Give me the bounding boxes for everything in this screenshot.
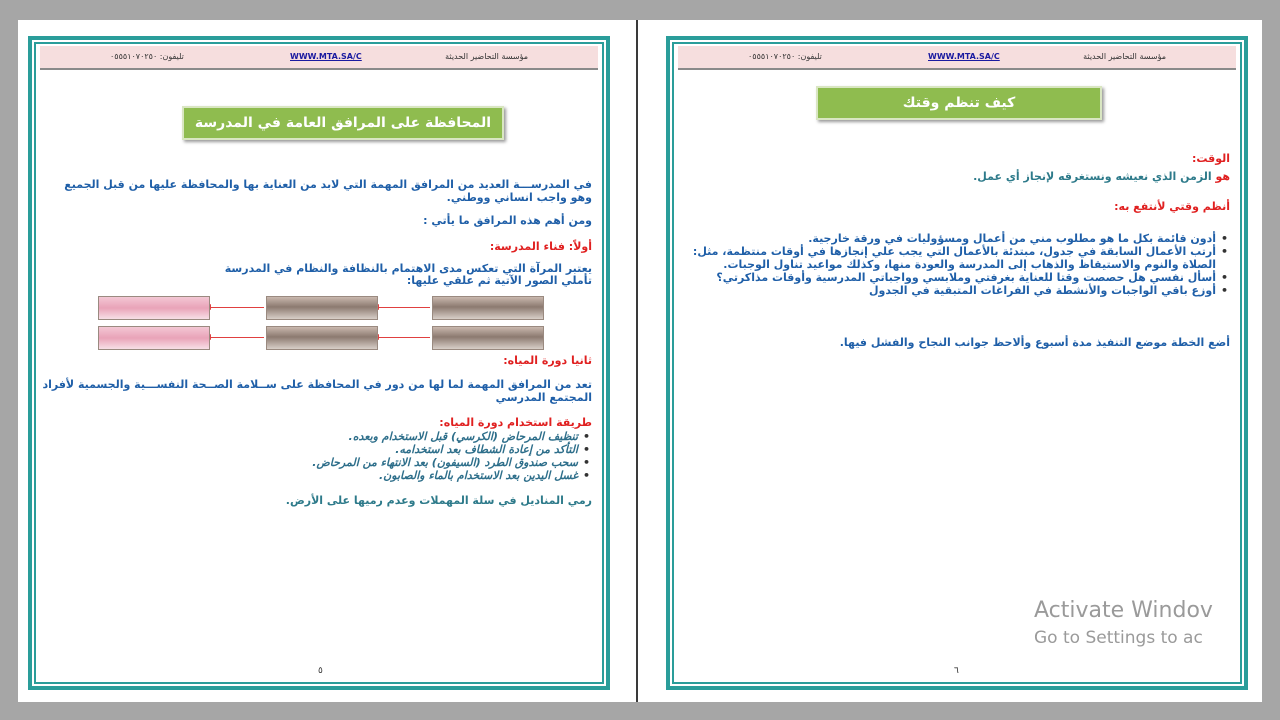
header-phone: تليفون: ٠٥٥٥١٠٧٠٢٥٠ [110,52,184,61]
time-definition-text: الزمن الذي نعيشه ونستغرقه لإنجاز أي عمل. [973,170,1212,183]
organize-item: • أوزع باقي الواجبات والأنشطة في الفراغات المتبقية في الجدول [680,284,1216,297]
organize-item: • أرتب الأعمال السابقة في جدول، مبتدئة بالأعمال التي يجب علي إنجازها في أوقات منتظمة، مثل: الصلاة والنوم والاستيقاظ والذهاب إلى المدرسة والعودة منها، وكذلك مواعيد تناول الوجبات. [680,245,1216,271]
courtyard-photo-6 [98,326,210,350]
page-header [678,46,1236,70]
courtyard-photo-4 [432,326,544,350]
header-org: مؤسسة التحاضير الحديثة [1083,52,1166,61]
method-heading: طريقة استخدام دورة المياه: [439,416,592,429]
time-heading: الوقت: [1191,152,1230,165]
page-divider [636,20,638,702]
organize-heading: أنظم وقتي لأنتفع به: [1114,200,1230,213]
arrow-4 [210,337,264,338]
intro-paragraph: في المدرســـة العديد من المرافق المهمة التي لابد من العناية بها والمحافظة عليها من قبل الجميع وهو واجب انساني ووطني. [64,178,592,204]
important-facilities: ومن أهم هذه المرافق ما يأتي : [423,214,592,227]
time-definition-lead: هو [1215,170,1230,183]
arrow-1 [378,307,430,308]
time-definition [680,170,1230,183]
arrow-3 [378,337,430,338]
method-list [182,430,592,482]
organize-item: • أسأل نفسي هل حصصت وقتا للعناية بغرفتي وملابسي وواجباتي المدرسية وأوقات مذاكرتي؟ [680,271,1216,284]
method-item: • التأكد من إعادة الشطاف بعد استخدامه. [182,443,578,456]
closing-text: رمي المناديل في سلة المهملات وعدم رميها على الأرض. [285,494,592,507]
header-site-link[interactable]: WWW.MTA.SA/C [290,52,362,61]
page-header [40,46,598,70]
page-title: المحافظة على المرافق العامة في المدرسة [182,106,504,140]
courtyard-photo-2 [266,296,378,320]
courtyard-instruction: تأملي الصور الآتية ثم علقي عليها: [406,274,592,287]
header-phone: تليفون: ٠٥٥٥١٠٧٠٢٥٠ [748,52,822,61]
courtyard-text: يعتبر المرآة التي تعكس مدى الاهتمام بالنظافة والنظام في المدرسة [224,262,592,275]
section-restroom-heading: ثانيا دورة المياه: [503,354,592,367]
activation-watermark-subtitle: Go to Settings to ac [1034,628,1203,648]
method-item: • غسل اليدين بعد الاستخدام بالماء والصابون. [182,469,578,482]
arrow-2 [210,307,264,308]
courtyard-photo-3 [98,296,210,320]
header-org: مؤسسة التحاضير الحديثة [445,52,528,61]
restroom-text: تعد من المرافق المهمة لما لها من دور في المحافظة على ســلامة الصــحة النفســـية والجسمية لأفراد المجتمع المدرسي [42,378,592,404]
page-number: ٦ [954,666,959,676]
organize-item: • أدون قائمة بكل ما هو مطلوب مني من أعمال ومسؤوليات في ورقة خارجية. [680,232,1216,245]
right-page [666,36,1248,690]
activation-watermark-title: Activate Windov [1034,598,1213,623]
section-courtyard-heading: أولاً: فناء المدرسة: [489,240,592,253]
closing-text: أضع الخطة موضع التنفيذ مدة أسبوع وألاحظ جوانب النجاح والفشل فيها. [839,336,1230,349]
courtyard-photo-5 [266,326,378,350]
page-title: كيف تنظم وقتك [816,86,1102,120]
left-page [28,36,610,690]
method-item: • سحب صندوق الطرد (السيفون) بعد الانتهاء من المرحاض. [182,456,578,469]
organize-list [680,232,1230,297]
page-number: ٥ [318,666,323,676]
courtyard-photo-1 [432,296,544,320]
method-item: • تنظيف المرحاض (الكرسي) قبل الاستخدام وبعده. [182,430,578,443]
header-site-link[interactable]: WWW.MTA.SA/C [928,52,1000,61]
